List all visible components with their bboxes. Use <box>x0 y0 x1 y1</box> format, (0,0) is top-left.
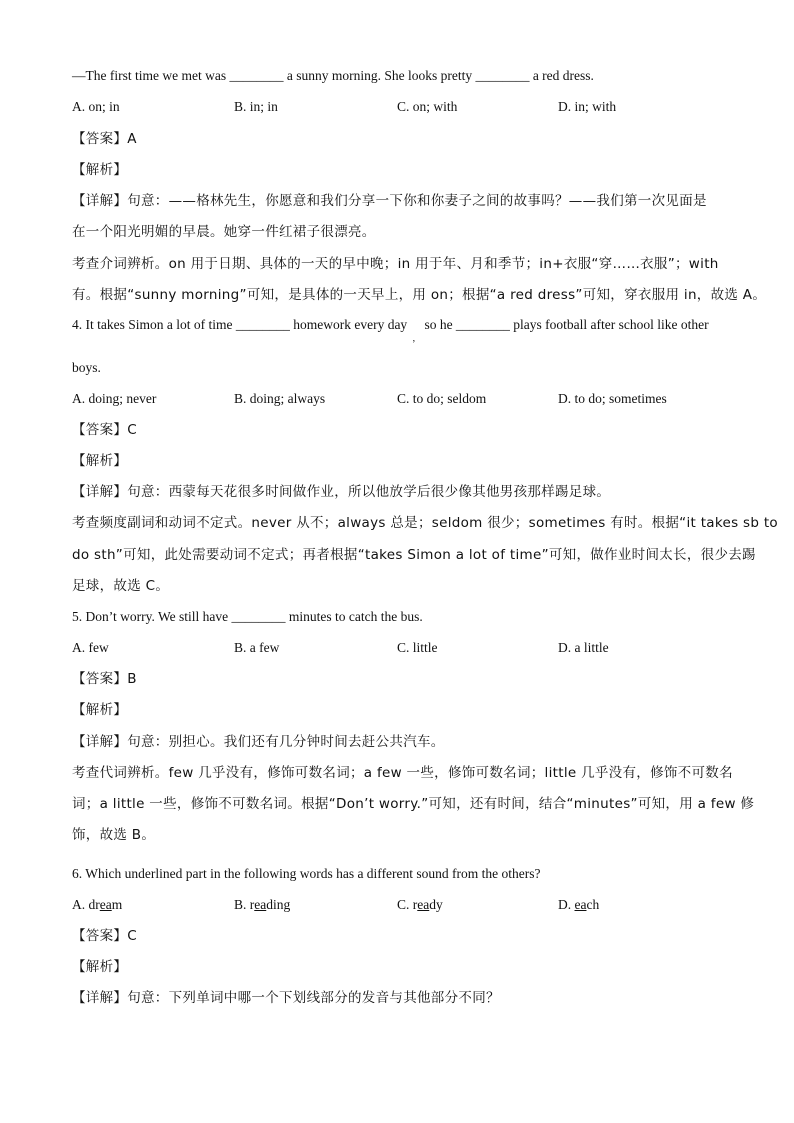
q5-option-a: A. few <box>72 640 109 655</box>
q4-option-c: C. to do; seldom <box>397 391 487 406</box>
underlined-part: ea <box>574 897 587 912</box>
word-part: r <box>249 897 255 912</box>
underlined-part: ea <box>417 897 430 912</box>
word-part: r <box>412 897 418 912</box>
word-part: m <box>111 897 123 912</box>
q4-detail-line: do sth”可知，此处需要动词不定式；再者根据“takes Simon a lot of time”可知，做作业时间太长，很少去踢 <box>72 547 756 563</box>
q5-option-b: B. a few <box>234 640 280 655</box>
q3-answer: 【答案】A <box>72 131 137 147</box>
q6-option-b <box>234 896 290 914</box>
q5-detail-line: 考查代词辨析。few 几乎没有，修饰可数名词；a few 一些，修饰可数名词；little 几乎没有，修饰不可数名 <box>72 765 733 781</box>
q3-analysis-heading: 【解析】 <box>72 162 128 178</box>
q5-option-c: C. little <box>397 640 438 655</box>
q4-analysis-heading: 【解析】 <box>72 453 128 469</box>
q3-detail-line: 【详解】句意：——格林先生，你愿意和我们分享一下你和你妻子之间的故事吗？——我们第一次见面是 <box>72 193 707 209</box>
q6-detail-line: 【详解】句意：下列单词中哪一个下划线部分的发音与其他部分不同？ <box>72 990 500 1006</box>
q3-option-c: C. on; with <box>397 99 458 114</box>
q4-stem-continuation: boys. <box>72 360 101 375</box>
option-letter: A. <box>72 897 89 912</box>
option-letter: C. <box>397 897 413 912</box>
q4-detail-line: 考查频度副词和动词不定式。never 从不；always 总是；seldom 很少；sometimes 有时。根据“it takes sb to <box>72 515 778 531</box>
q4-answer: 【答案】C <box>72 422 137 438</box>
q4-option-b: B. doing; always <box>234 391 326 406</box>
q6-option-c <box>397 896 443 914</box>
q6-option-d <box>558 896 599 914</box>
q4-detail-line: 足球，故选 C。 <box>72 578 170 594</box>
q6-answer: 【答案】C <box>72 928 137 944</box>
q3-option-d: D. in; with <box>558 99 617 114</box>
q4-stem <box>72 316 709 344</box>
q5-detail-line: 【详解】句意：别担心。我们还有几分钟时间去赶公共汽车。 <box>72 734 445 750</box>
word-part: dr <box>88 897 100 912</box>
q3-option-b: B. in; in <box>234 99 278 114</box>
q5-option-d: D. a little <box>558 640 609 655</box>
option-letter: D. <box>558 897 575 912</box>
q3-option-a: A. on; in <box>72 99 120 114</box>
q5-stem: 5. Don’t worry. We still have ________ minutes to catch the bus. <box>72 609 423 624</box>
q4-stem-comma: , <box>412 333 416 344</box>
q6-stem: 6. Which underlined part in the following words has a different sound from the others? <box>72 866 541 881</box>
q4-option-a: A. doing; never <box>72 391 157 406</box>
option-letter: B. <box>234 897 250 912</box>
q5-answer: 【答案】B <box>72 671 137 687</box>
underlined-part: ea <box>254 897 267 912</box>
q3-detail-line: 考查介词辨析。on 用于日期、具体的一天的早中晚；in 用于年、月和季节；in+衣服“穿……衣服”；with <box>72 256 719 272</box>
q3-detail-line: 有。根据“sunny morning”可知，是具体的一天早上，用 on；根据“a red dress”可知，穿衣服用 in，故选 A。 <box>72 287 767 303</box>
q5-detail-line: 饰，故选 B。 <box>72 827 156 843</box>
q6-analysis-heading: 【解析】 <box>72 959 128 975</box>
q4-stem-part: 4. It takes Simon a lot of time ________ homework every day <box>72 317 408 332</box>
q4-option-d: D. to do; sometimes <box>558 391 667 406</box>
q5-detail-line: 词；a little 一些，修饰不可数名词。根据“Don’t worry.”可知，还有时间，结合“minutes”可知，用 a few 修 <box>72 796 755 812</box>
q6-option-a <box>72 896 122 914</box>
q5-analysis-heading: 【解析】 <box>72 702 128 718</box>
q3-stem: —The first time we met was ________ a sunny morning. She looks pretty ________ a red dress. <box>72 68 594 83</box>
word-part: ch <box>586 897 600 912</box>
underlined-part: ea <box>99 897 112 912</box>
q4-stem-part: so he ________ plays football after school like other <box>424 317 709 332</box>
q3-detail-line: 在一个阳光明媚的早晨。她穿一件红裙子很漂亮。 <box>72 224 376 240</box>
word-part: dy <box>429 897 443 912</box>
word-part: ding <box>266 897 291 912</box>
q4-detail-line: 【详解】句意：西蒙每天花很多时间做作业，所以他放学后很少像其他男孩那样踢足球。 <box>72 484 611 500</box>
